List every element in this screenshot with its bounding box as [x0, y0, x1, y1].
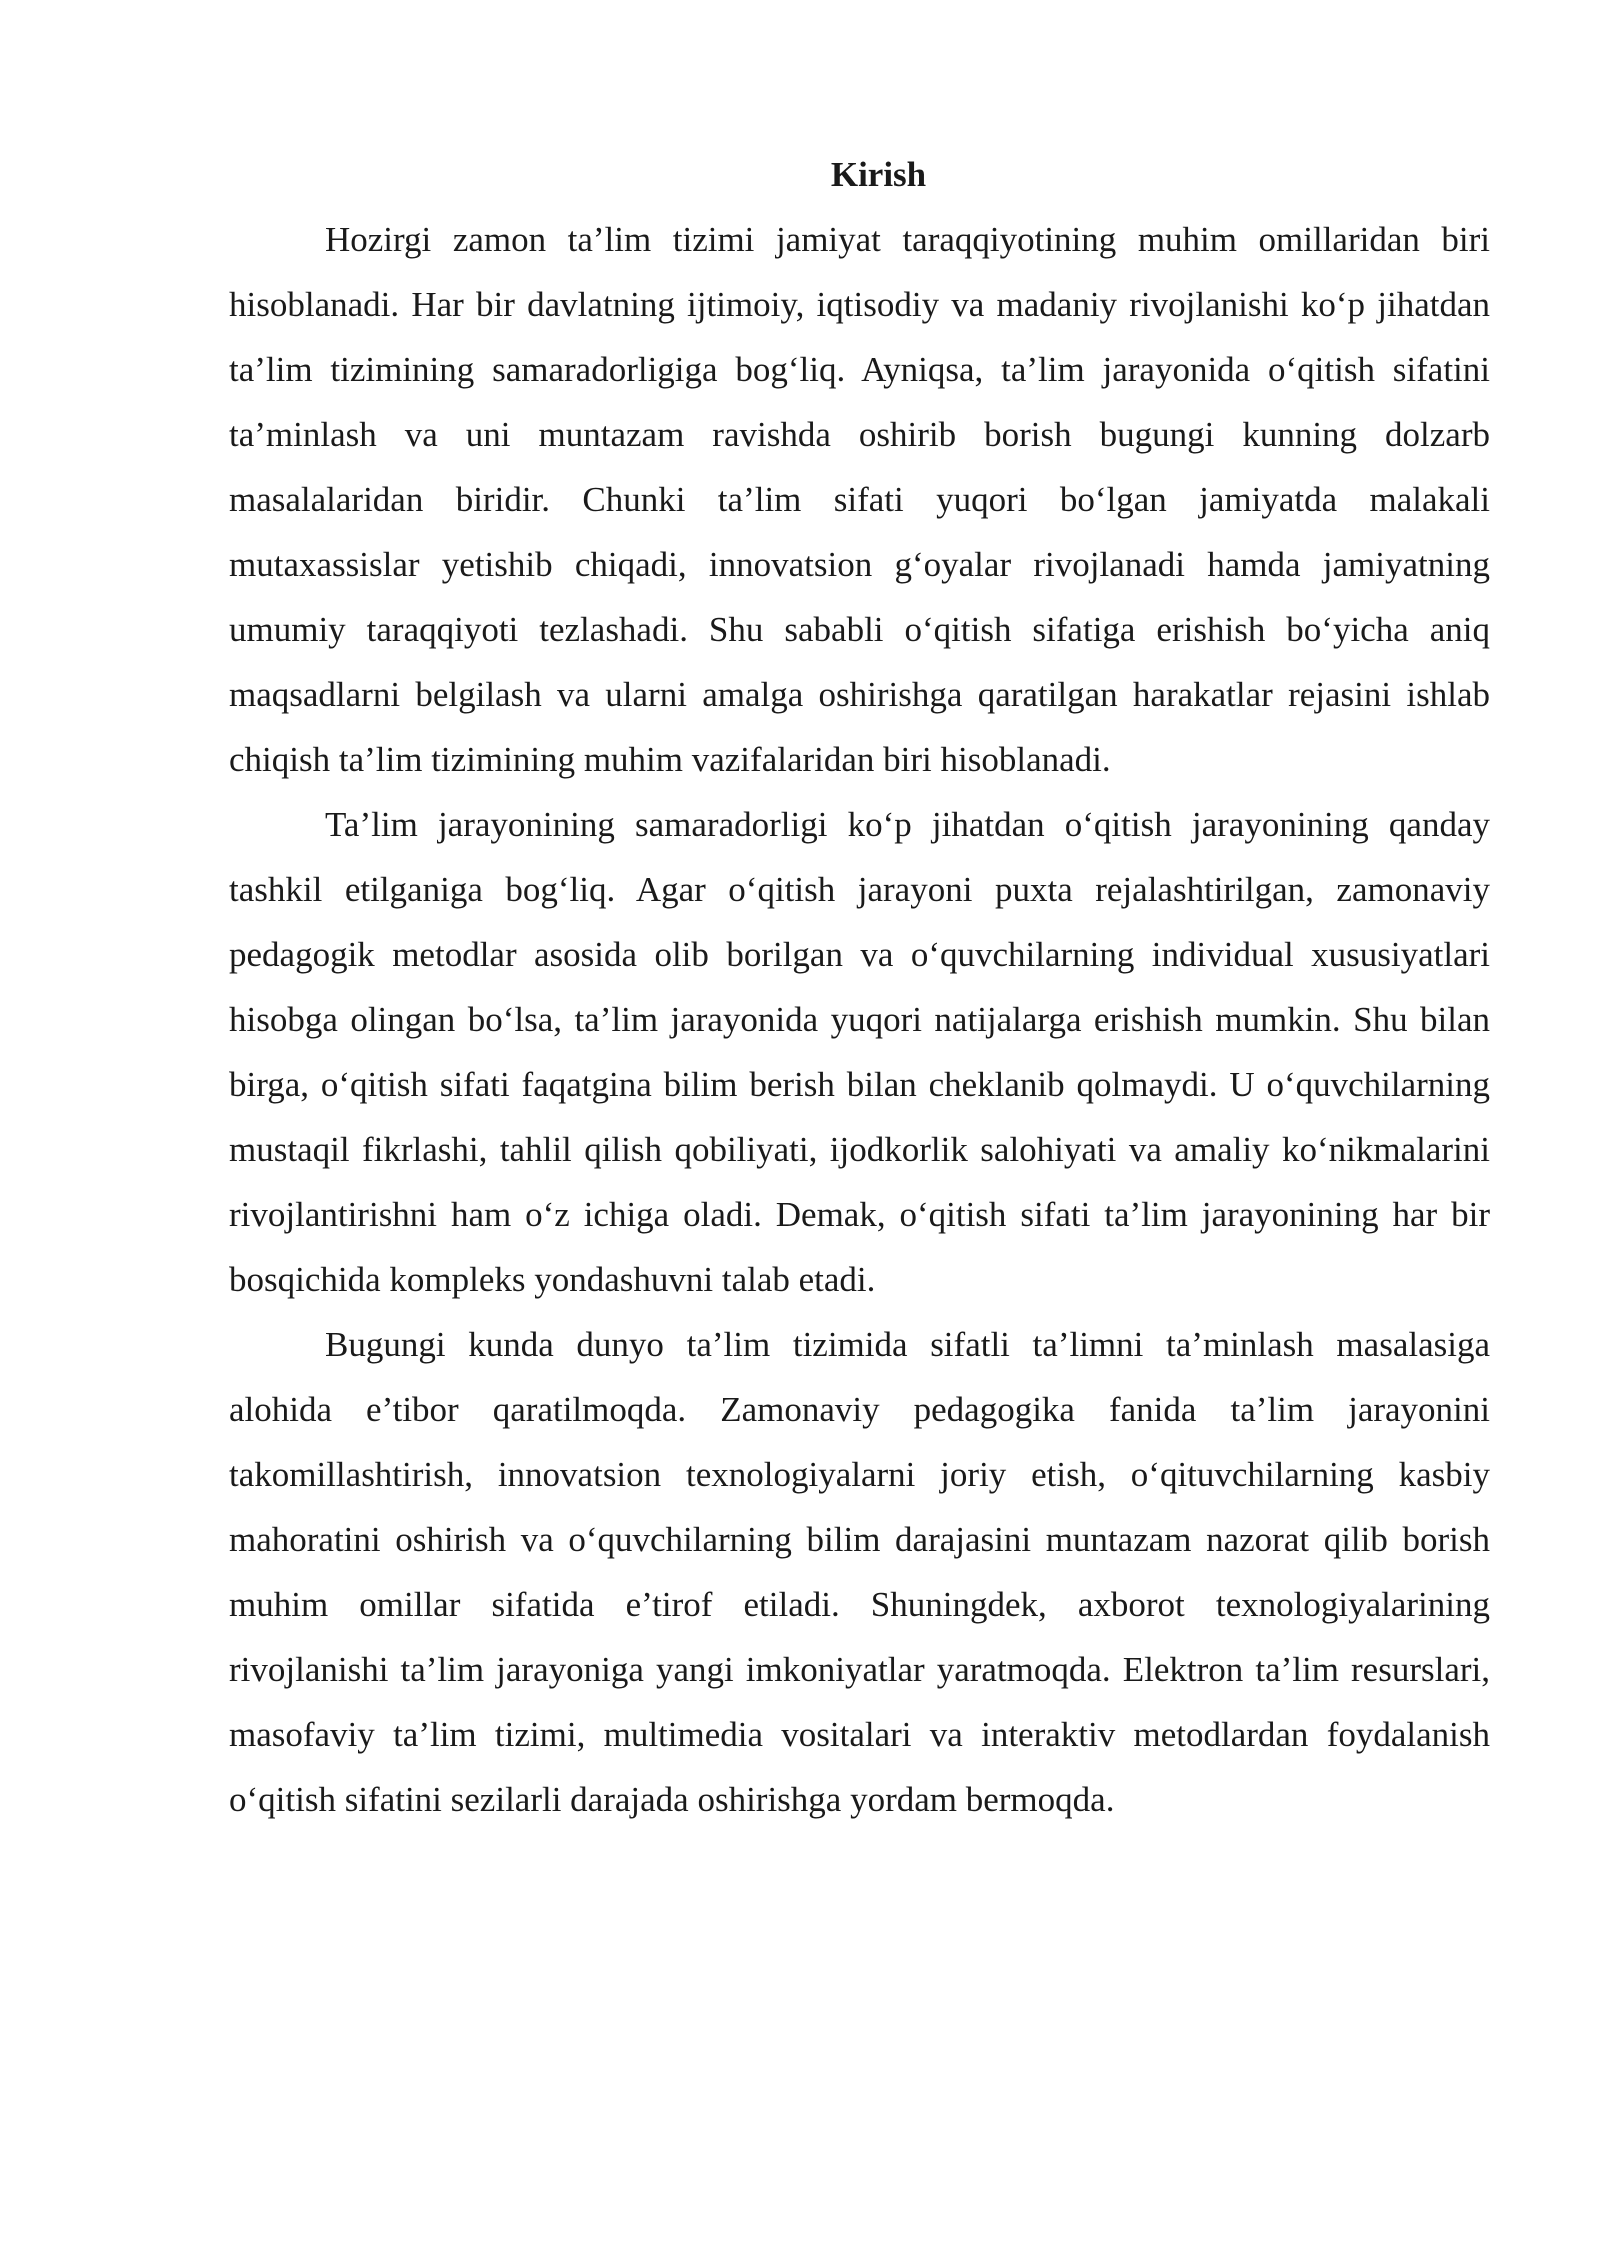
paragraph-2: Ta’lim jarayonining samaradorligi ko‘p jihatdan o‘qitish jarayonining qanday tashkil etilganiga bog‘liq. Agar o‘qitish jarayoni puxta rejalashtirilgan, zamonaviy pedagogik metodlar asosida olib borilgan va o‘quvchilarning individual xususiyatlari hisobga olingan bo‘lsa, ta’lim jarayonida yuqori natijalarga erishish mumkin. Shu bilan birga, o‘qitish sifati faqatgina bilim berish bilan cheklanib qolmaydi. U o‘quvchilarning mustaqil fikrlashi, tahlil qilish qobiliyati, ijodkorlik salohiyati va amaliy ko‘nikmalarini rivojlantirishni ham o‘z ichiga oladi. Demak, o‘qitish sifati ta’lim jarayonining har bir bosqichida kompleks yondashuvni talab etadi. [229, 805, 1490, 1299]
section-title: Kirish [830, 155, 927, 194]
paragraph-1: Hozirgi zamon ta’lim tizimi jamiyat taraqqiyotining muhim omillaridan biri hisoblanadi. Har bir davlatning ijtimoiy, iqtisodiy va madaniy rivojlanishi ko‘p jihatdan ta’lim tizimining samaradorligiga bog‘liq. Ayniqsa, ta’lim jarayonida o‘qitish sifatini ta’minlash va uni muntazam ravishda oshirib borish bugungi kunning dolzarb masalalaridan biridir. Chunki ta’lim sifati yuqori bo‘lgan jamiyatda malakali mutaxassislar yetishib chiqadi, innovatsion g‘oyalar rivojlanadi hamda jamiyatning umumiy taraqqiyoti tezlashadi. Shu sababli o‘qitish sifatiga erishish bo‘yicha aniq maqsadlarni belgilash va ularni amalga oshirishga qaratilgan harakatlar rejasini ishlab chiqish ta’lim tizimining muhim vazifalaridan biri hisoblanadi. [229, 220, 1490, 779]
document-body [229, 142, 1490, 1832]
paragraph-3: Bugungi kunda dunyo ta’lim tizimida sifatli ta’limni ta’minlash masalasiga alohida e’tibor qaratilmoqda. Zamonaviy pedagogika fanida ta’lim jarayonini takomillashtirish, innovatsion texnologiyalarni joriy etish, o‘qituvchilarning kasbiy mahoratini oshirish va o‘quvchilarning bilim darajasini muntazam nazorat qilib borish muhim omillar sifatida e’tirof etiladi. Shuningdek, axborot texnologiyalarining rivojlanishi ta’lim jarayoniga yangi imkoniyatlar yaratmoqda. Elektron ta’lim resurslari, masofaviy ta’lim tizimi, multimedia vositalari va interaktiv metodlardan foydalanish o‘qitish sifatini sezilarli darajada oshirishga yordam bermoqda. [229, 1325, 1490, 1819]
